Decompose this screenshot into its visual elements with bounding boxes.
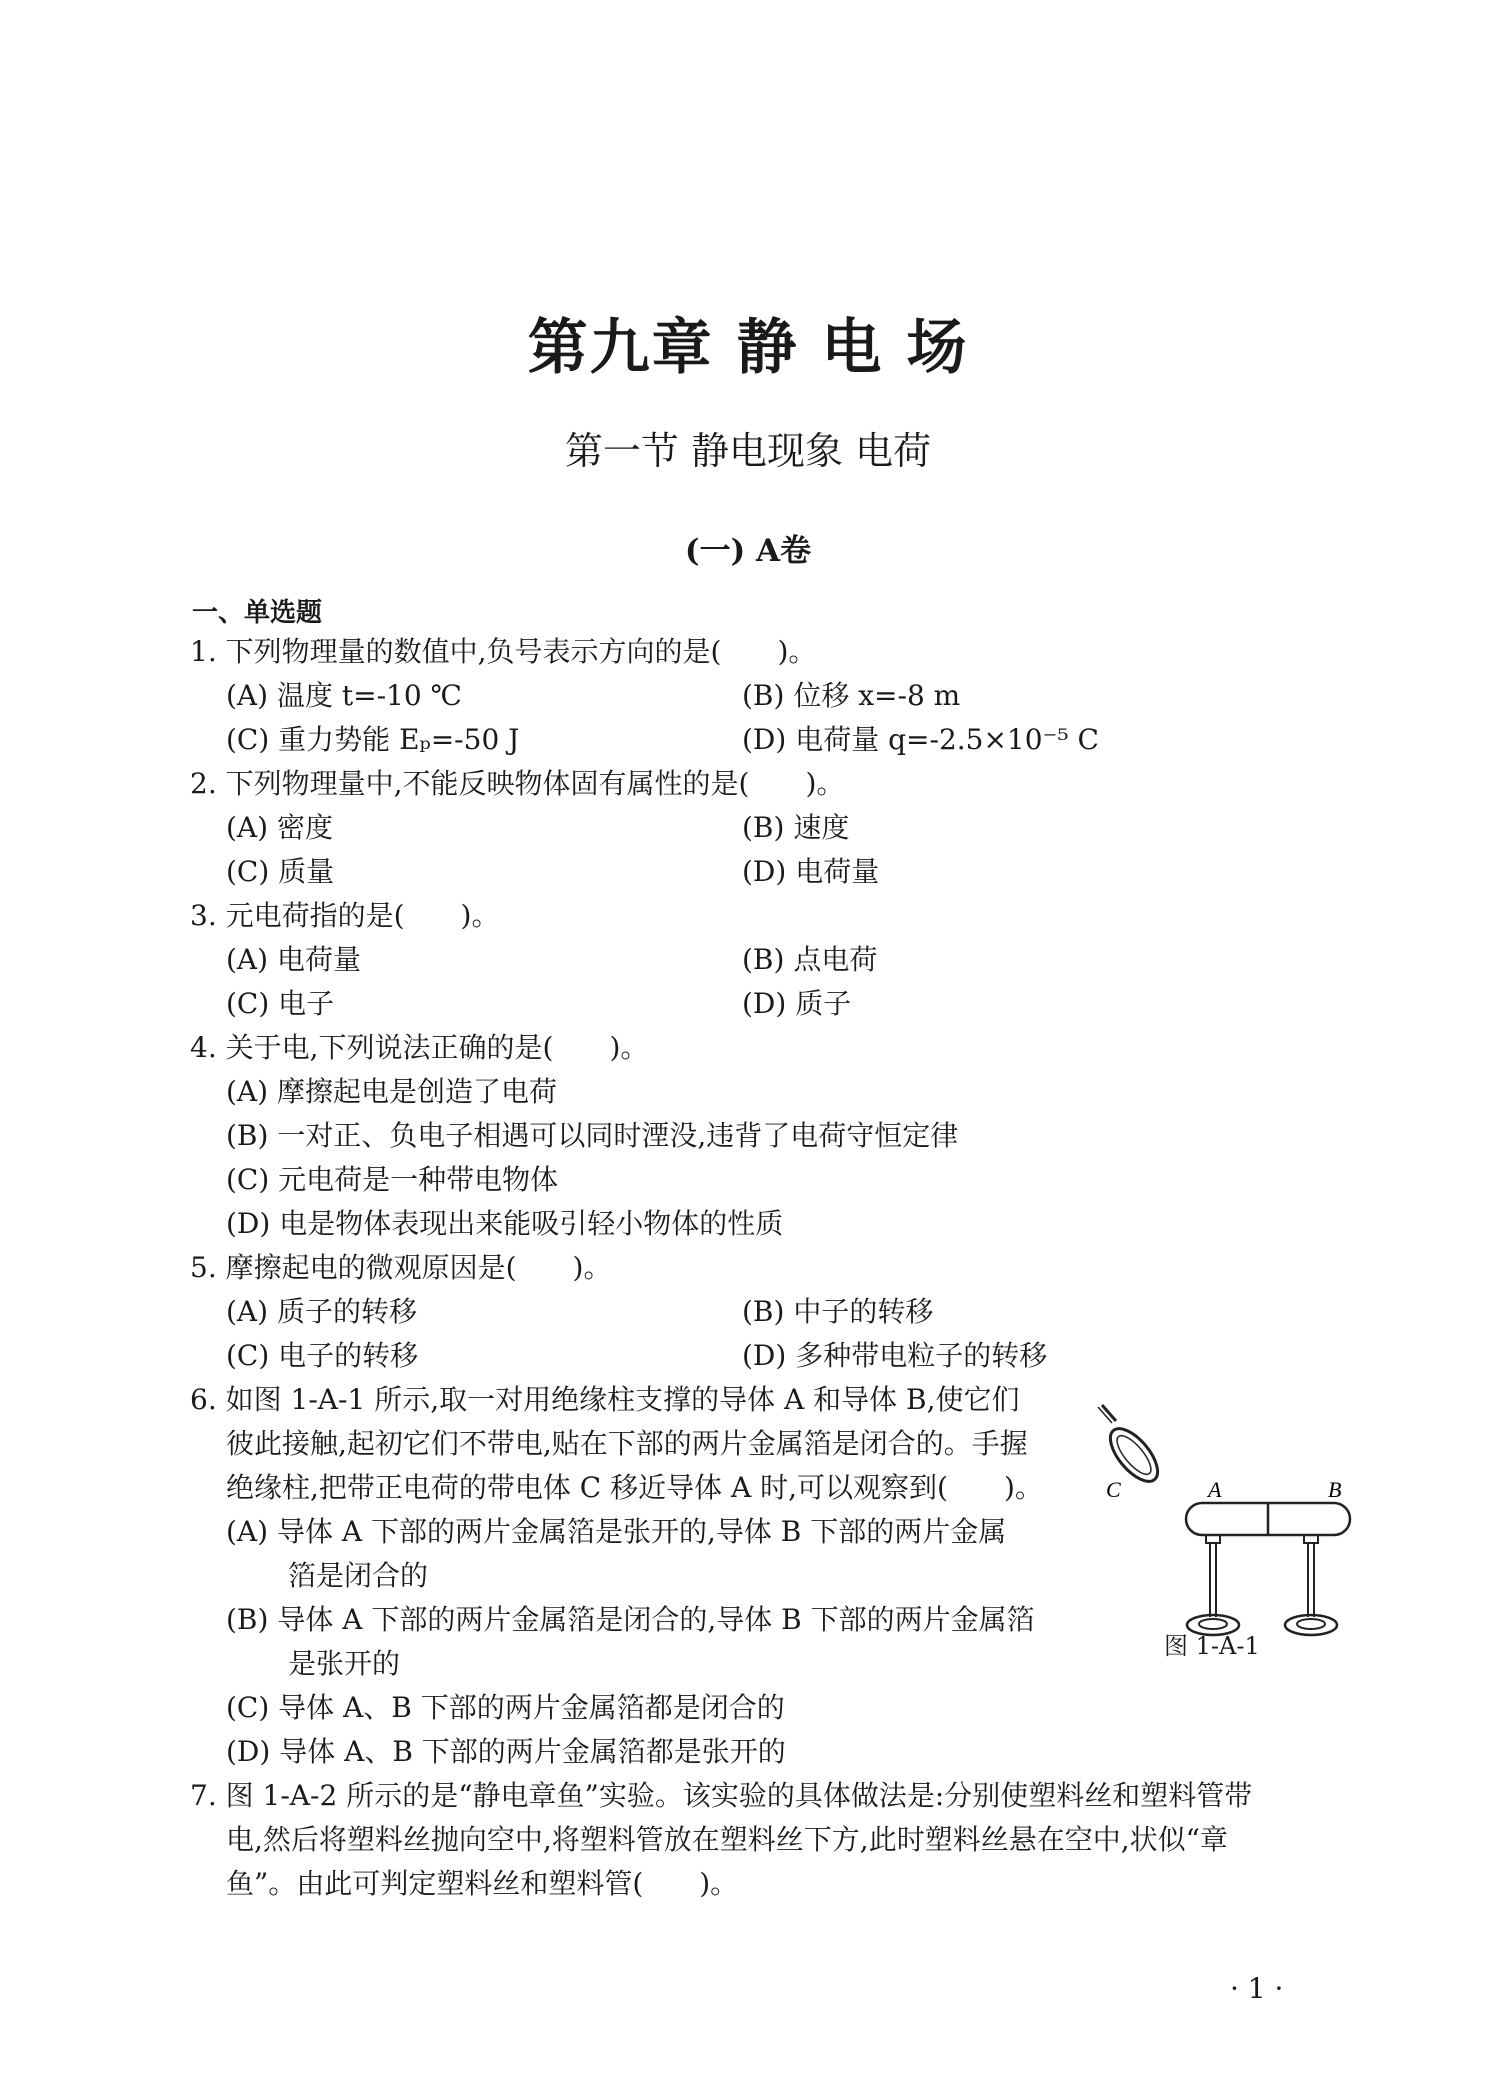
question-5-option-b: (B) 中子的转移 [742, 1295, 934, 1328]
part-title: (一) A卷 [684, 533, 812, 569]
insulating-stand-b [1285, 1535, 1337, 1635]
figure-caption: 图 1-A-1 [1164, 1632, 1260, 1660]
conductor-ab [1186, 1503, 1350, 1535]
page-number: · 1 · [1230, 1972, 1284, 2005]
question-1-option-c: (C) 重力势能 Eₚ=-50 J [226, 723, 520, 756]
question-6-option-b-cont: 是张开的 [288, 1647, 401, 1680]
question-1-option-b: (B) 位移 x=-8 m [742, 679, 961, 712]
question-6-option-c: (C) 导体 A、B 下部的两片金属箔都是闭合的 [226, 1691, 785, 1724]
question-2-option-c: (C) 质量 [226, 855, 335, 888]
label-b: B [1328, 1477, 1342, 1502]
question-1-option-a: (A) 温度 t=-10 ℃ [226, 679, 462, 712]
chapter-title: 第九章 静 电 场 [527, 313, 969, 383]
label-c: C [1106, 1477, 1121, 1502]
question-7-stem-line-1: 7. 图 1-A-2 所示的是“静电章鱼”实验。该实验的具体做法是:分别使塑料丝和塑料管带 [190, 1779, 1253, 1812]
question-3-option-a: (A) 电荷量 [226, 943, 361, 976]
question-3-option-b: (B) 点电荷 [742, 943, 878, 976]
question-4-stem: 4. 关于电,下列说法正确的是( )。 [190, 1031, 649, 1064]
question-6-stem-line-1: 6. 如图 1-A-1 所示,取一对用绝缘柱支撑的导体 A 和导体 B,使它们 [190, 1383, 1020, 1416]
question-5-option-a: (A) 质子的转移 [226, 1295, 417, 1328]
question-3-option-d: (D) 质子 [742, 987, 852, 1020]
question-5-option-c: (C) 电子的转移 [226, 1339, 419, 1372]
question-4-option-a: (A) 摩擦起电是创造了电荷 [226, 1075, 557, 1108]
question-6-option-a-cont: 箔是闭合的 [288, 1559, 429, 1592]
question-2-option-d: (D) 电荷量 [742, 855, 880, 888]
question-4-option-b: (B) 一对正、负电子相遇可以同时湮没,违背了电荷守恒定律 [226, 1119, 959, 1152]
question-6-option-a: (A) 导体 A 下部的两片金属箔是张开的,导体 B 下部的两片金属 [226, 1515, 1007, 1548]
question-6-option-d: (D) 导体 A、B 下部的两片金属箔都是张开的 [226, 1735, 786, 1768]
figure-conductors [1096, 1395, 1366, 1645]
question-4-option-c: (C) 元电荷是一种带电物体 [226, 1163, 559, 1196]
question-7-stem-line-2: 电,然后将塑料丝抛向空中,将塑料管放在塑料丝下方,此时塑料丝悬在空中,状似“章 [226, 1823, 1228, 1856]
insulating-stand-a [1187, 1535, 1239, 1635]
question-3-option-c: (C) 电子 [226, 987, 335, 1020]
question-1-stem: 1. 下列物理量的数值中,负号表示方向的是( )。 [190, 635, 817, 668]
question-4-option-d: (D) 电是物体表现出来能吸引轻小物体的性质 [226, 1207, 784, 1240]
question-2-option-a: (A) 密度 [226, 811, 333, 844]
question-5-stem: 5. 摩擦起电的微观原因是( )。 [190, 1251, 612, 1284]
question-2-stem: 2. 下列物理量中,不能反映物体固有属性的是( )。 [190, 767, 845, 800]
question-3-stem: 3. 元电荷指的是( )。 [190, 899, 500, 932]
label-a: A [1208, 1477, 1222, 1502]
question-5-option-d: (D) 多种带电粒子的转移 [742, 1339, 1048, 1372]
question-6-option-b: (B) 导体 A 下部的两片金属箔是闭合的,导体 B 下部的两片金属箔 [226, 1603, 1035, 1636]
section-title: 第一节 静电现象 电荷 [564, 429, 932, 473]
question-2-option-b: (B) 速度 [742, 811, 850, 844]
question-7-stem-line-3: 鱼”。由此可判定塑料丝和塑料管( )。 [226, 1867, 739, 1900]
section-heading: 一、单选题 [192, 598, 323, 628]
question-6-stem-line-3: 绝缘柱,把带正电荷的带电体 C 移近导体 A 时,可以观察到( )。 [226, 1471, 1043, 1504]
question-6-stem-line-2: 彼此接触,起初它们不带电,贴在下部的两片金属箔是闭合的。手握 [226, 1427, 1028, 1460]
question-1-option-d: (D) 电荷量 q=-2.5×10⁻⁵ C [742, 723, 1099, 756]
